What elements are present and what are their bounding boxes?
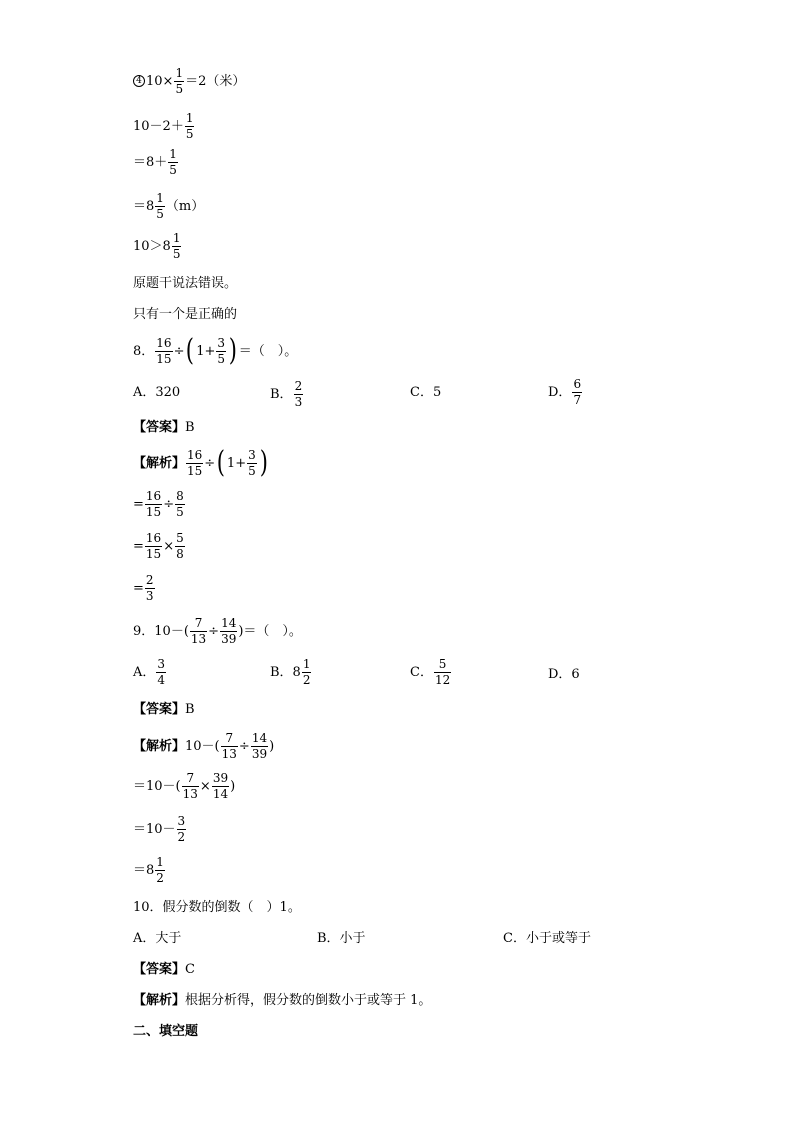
fraction: $\frac{2}{3}$ [294,379,303,409]
step4-line4: ＝8 $\frac{1}{5}$ （m） [133,191,205,221]
q8-option-b: B． $\frac{2}{3}$ [270,379,303,409]
fraction: $\frac{7}{13}$ [190,616,207,646]
step4-conclusion: 原题干说法错误。 [133,276,238,291]
q8-step1: = $\frac{16}{15}$ ÷ $\frac{8}{5}$ [133,489,184,519]
q9-analysis: 【解析】 10－( $\frac{7}{13}$ ÷ $\frac{14}{39}$ ) [133,731,275,761]
q10-analysis: 【解析】 根据分析得，假分数的倒数小于或等于 1。 [133,993,432,1008]
fraction: $\frac{3}{4}$ [157,657,166,687]
fraction: $\frac{7}{13}$ [221,731,237,761]
fraction: $\frac{16}{15}$ [145,489,162,519]
q10-answer: 【答案】 C [133,962,195,977]
fraction: $\frac{3}{5}$ [217,335,225,366]
q9-step3: ＝8 $\frac{1}{2}$ [133,855,164,885]
fraction: $\frac{5}{12}$ [434,657,451,687]
q8-step3: = $\frac{2}{3}$ [133,573,154,603]
section-heading: 二、填空题 [133,1024,199,1039]
q8-question: 8． $\frac{16}{15}$ ÷ ( 1+ $\frac{3}{5}$ ) ＝（ ）。 [133,333,298,368]
fraction: $\frac{6}{7}$ [573,377,582,407]
step4-line2: 10－2＋ $\frac{1}{5}$ [133,111,194,141]
fraction: $\frac{1}{2}$ [156,855,164,885]
q9-answer: 【答案】 B [133,702,195,717]
q9-step2: ＝10－ $\frac{3}{2}$ [133,814,186,844]
fraction: $\frac{39}{14}$ [212,771,229,801]
fraction: $\frac{16}{15}$ [156,335,172,366]
q8-option-d: D． $\frac{6}{7}$ [548,377,582,407]
q9-option-b: B．8 $\frac{1}{2}$ [270,657,311,687]
q10-question: 10．假分数的倒数（ ）1。 [133,900,301,915]
q10-option-b: B．小于 [317,931,366,946]
fraction: $\frac{1}{2}$ [302,657,311,687]
q10-option-c: C．小于或等于 [503,931,591,946]
step4-line5: 10＞8 $\frac{1}{5}$ [133,231,181,261]
q9-option-a: A． $\frac{3}{4}$ [133,657,166,687]
q9-option-c: C． $\frac{5}{12}$ [410,657,451,687]
fraction: $\frac{1}{5}$ [172,231,181,261]
fraction: $\frac{16}{15}$ [145,531,162,561]
fraction: $\frac{1}{5}$ [169,147,177,177]
fraction: $\frac{1}{5}$ [175,66,184,96]
step4-line1: 4 10× $\frac{1}{5}$ ＝2（米） [133,67,245,95]
fraction: $\frac{14}{39}$ [251,731,268,761]
step4-line3: ＝8＋ $\frac{1}{5}$ [133,147,177,177]
q8-analysis: 【解析】 $\frac{16}{15}$ ÷ ( 1+ $\frac{3}{5}$ ) [133,445,268,480]
fraction: $\frac{5}{8}$ [176,531,184,561]
q9-question: 9．10－( $\frac{7}{13}$ ÷ $\frac{14}{39}$ )＝（ ）。 [133,616,302,646]
q8-option-c: C．5 [410,385,442,400]
q9-step1: ＝10－( $\frac{7}{13}$ × $\frac{39}{14}$ ) [133,771,236,801]
fraction: $\frac{7}{13}$ [182,771,198,801]
q8-answer: 【答案】 B [133,420,195,435]
step4-only-one: 只有一个是正确的 [133,307,238,322]
fraction: $\frac{8}{5}$ [176,489,184,519]
fraction: $\frac{2}{3}$ [145,573,154,603]
fraction: $\frac{3}{2}$ [177,814,186,844]
circled-number: 4 [133,75,145,87]
fraction: $\frac{3}{5}$ [248,447,256,478]
q8-option-a: A．320 [133,385,181,400]
fraction: $\frac{16}{15}$ [187,447,203,478]
fraction: $\frac{1}{5}$ [185,111,194,141]
q9-option-d: D．6 [548,667,580,682]
fraction: $\frac{1}{5}$ [156,191,164,221]
fraction: $\frac{14}{39}$ [221,616,237,646]
q8-step2: = $\frac{16}{15}$ × $\frac{5}{8}$ [133,531,184,561]
q10-option-a: A．大于 [133,931,182,946]
